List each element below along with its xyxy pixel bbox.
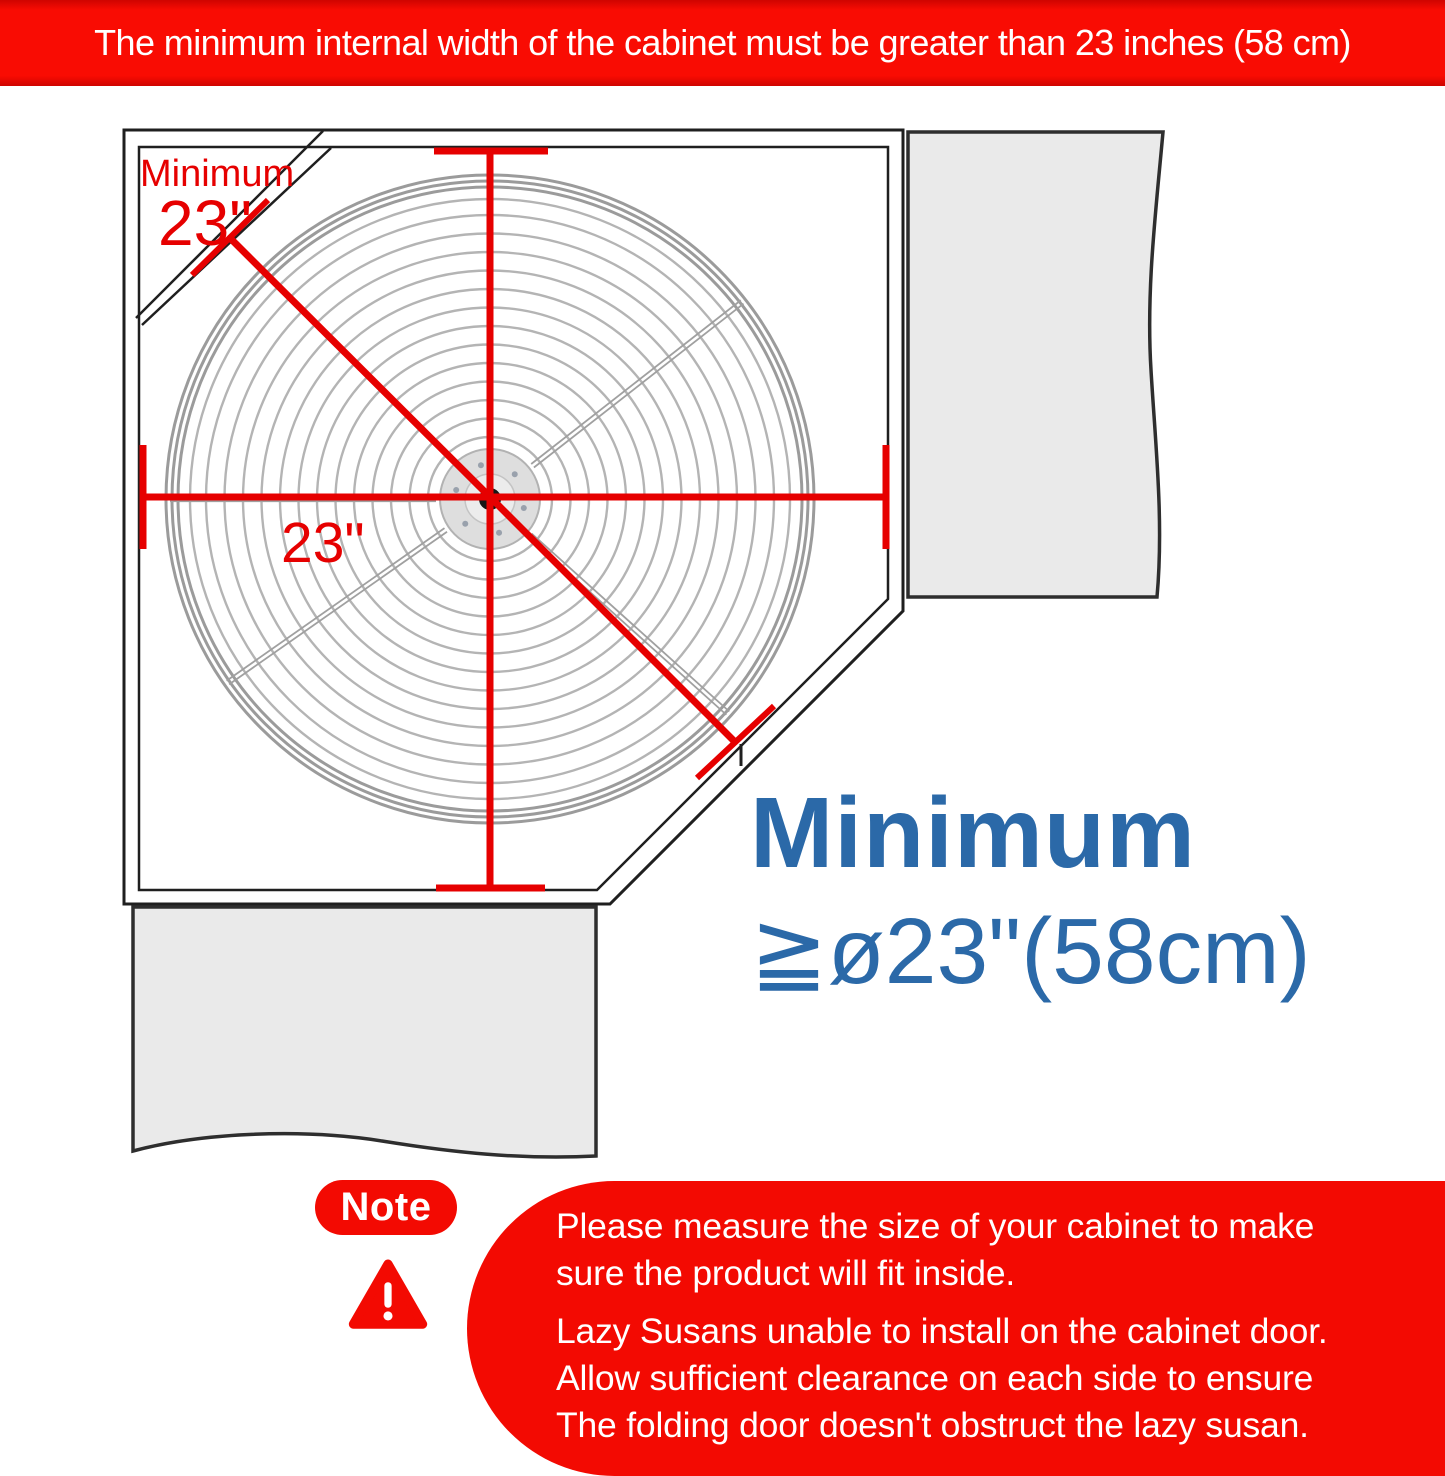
warning-triangle-icon — [347, 1256, 429, 1334]
hub-bolt — [512, 471, 518, 477]
note-line: Allow sufficient clearance on each side to ensure — [556, 1358, 1314, 1398]
note-line: The folding door doesn't obstruct the lazy susan. — [556, 1405, 1309, 1445]
hub-bolt — [478, 462, 484, 468]
minimum-title: Minimum — [750, 777, 1196, 889]
bottom-door-panel — [133, 907, 596, 1157]
right-door-panel — [908, 132, 1163, 597]
warning-exclamation-bar — [384, 1282, 391, 1308]
minimum-value: ≧ø23"(58cm) — [750, 899, 1311, 1003]
corner-min-value: 23" — [158, 187, 252, 259]
hub-bolt — [462, 521, 468, 527]
hub-bolt — [521, 505, 527, 511]
note-badge — [315, 1180, 457, 1235]
banner-text: The minimum internal width of the cabinet must be greater than 23 inches (58 cm) — [94, 22, 1351, 63]
note-line: sure the product will fit inside. — [556, 1253, 1016, 1293]
note-text-box — [467, 1181, 1445, 1476]
minimum-diameter-annotation — [750, 777, 1311, 1003]
corner-min-label: Minimum — [140, 153, 295, 195]
hub-bolt — [453, 487, 459, 493]
width-value-label: 23" — [281, 511, 365, 575]
note-line: Lazy Susans unable to install on the cabinet door. — [556, 1311, 1328, 1351]
note-line: Please measure the size of your cabinet to make — [556, 1206, 1315, 1246]
top-banner — [0, 0, 1445, 86]
note-badge-label: Note — [340, 1185, 432, 1229]
warning-exclamation-dot — [383, 1311, 392, 1320]
hub-bolt — [496, 530, 502, 536]
